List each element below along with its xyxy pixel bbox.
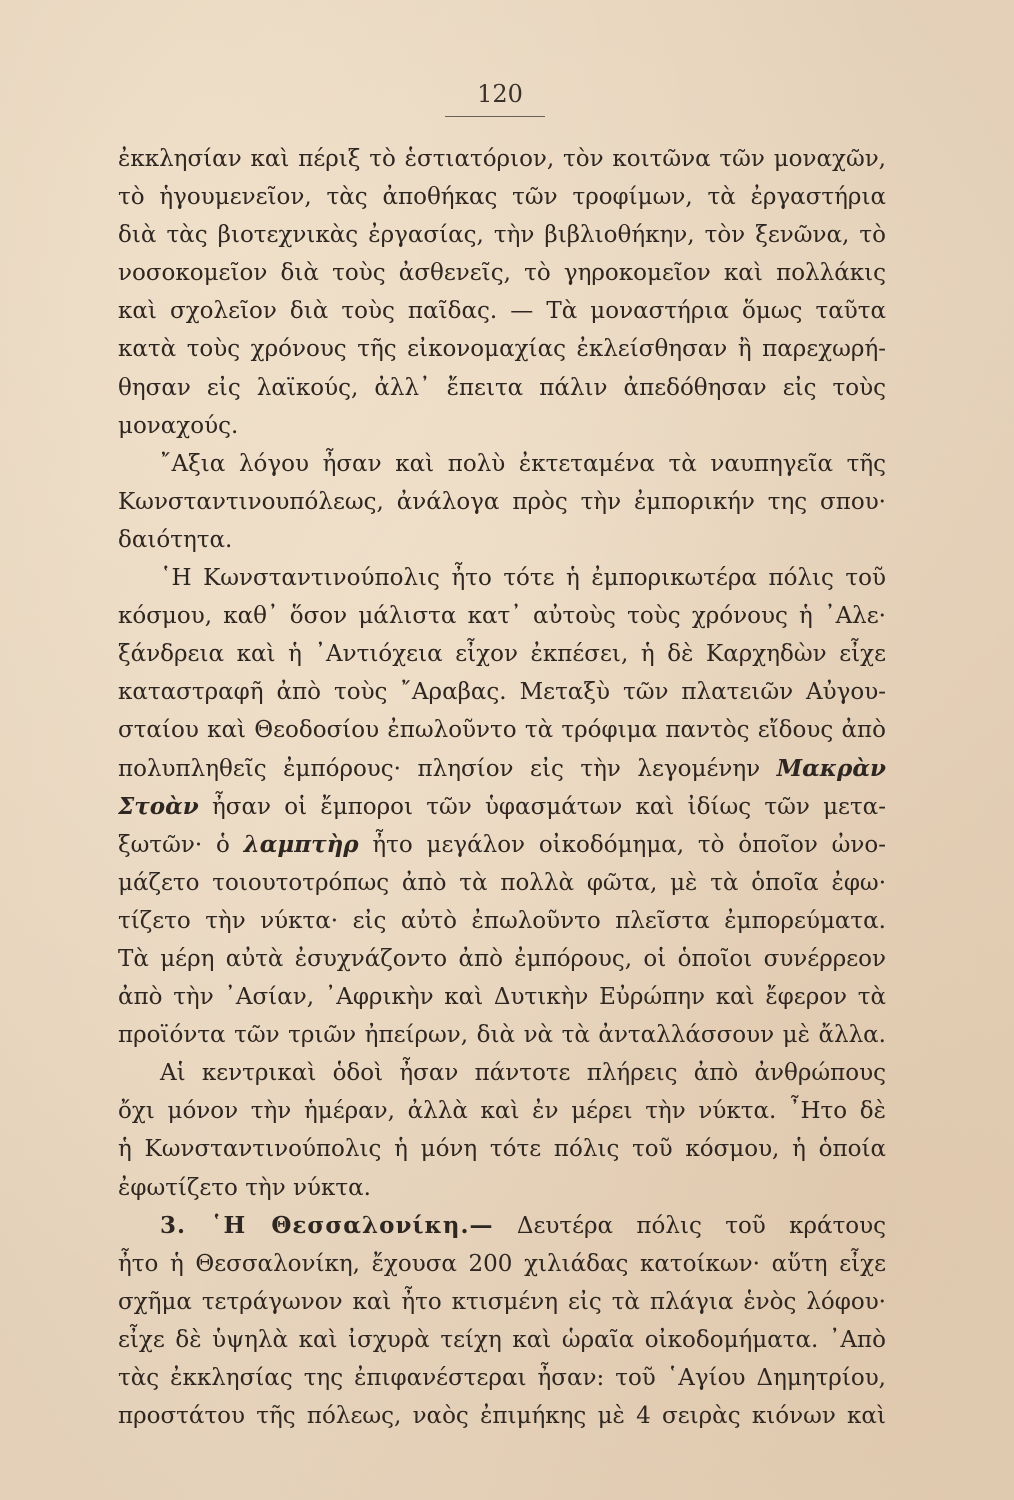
text-line: καὶ σχολεῖον διὰ τοὺς παῖδας. — Τὰ μοναστήρια ὅμως ταῦτα [118,298,886,325]
text-line: δαιότητα. [118,526,233,553]
text-line: κατὰ τοὺς χρόνους τῆς εἰκονομαχίας ἐκλείσθησαν ἢ παρεχωρή- [118,336,886,363]
section-heading-line [118,1207,886,1245]
page-number: 120 [477,80,523,108]
text-line: Τὰ μέρη αὐτὰ ἐσυχνάζοντο ἀπὸ ἐμπόρους, οἱ ὁποῖοι συνέρρεον [118,945,886,972]
text-line: διὰ τὰς βιοτεχνικὰς ἐργασίας, τὴν βιβλιοθήκην, τὸν ξενῶνα, τὸ [118,222,886,249]
body-text [118,140,886,1435]
text-line: ὄχι μόνον τὴν ἡμέραν, ἀλλὰ καὶ ἐν μέρει τὴν νύκτα. ῏Ητο δὲ [118,1098,886,1125]
text-line: μοναχούς. [118,412,239,439]
text-line: μάζετο τοιουτοτρόπως ἀπὸ τὰ πολλὰ φῶτα, μὲ τὰ ὁποῖα ἐφω· [118,869,886,896]
text-line: ῎Αξια λόγου ἦσαν καὶ πολὺ ἐκτεταμένα τὰ ναυπηγεῖα τῆς [160,450,886,477]
text-line: προϊόντα τῶν τριῶν ἠπείρων, διὰ νὰ τὰ ἀνταλλάσσουν μὲ ἄλλα. [118,1022,886,1049]
text-line: Αἱ κεντρικαὶ ὁδοὶ ἦσαν πάντοτε πλήρεις ἀπὸ ἀνθρώπους [160,1060,886,1087]
text-line: προστάτου τῆς πόλεως, ναὸς ἐπιμήκης μὲ 4 σειρὰς κιόνων καὶ [118,1403,886,1430]
emphasized-term: Μακρὰν [776,754,886,782]
text-segment: Δευτέρα πόλις τοῦ κράτους [516,1212,886,1239]
text-line-with-emphasis [118,826,886,864]
text-line: ἀπὸ τὴν ᾿Ασίαν, ᾿Αφρικὴν καὶ Δυτικὴν Εὐρώπην καὶ ἔφερον τὰ [118,984,886,1011]
text-segment: πολυπληθεῖς ἐμπόρους· πλησίον εἰς τὴν λεγομένην [118,755,761,782]
text-line: ἐφωτίζετο τὴν νύκτα. [118,1174,371,1201]
text-line: νοσοκομεῖον διὰ τοὺς ἀσθενεῖς, τὸ γηροκομεῖον καὶ πολλάκις [118,260,886,287]
text-line: τίζετο τὴν νύκτα· εἰς αὐτὸ ἐπωλοῦντο πλεῖστα ἐμπορεύματα. [118,907,886,934]
text-segment: ἦτο μεγάλον οἰκοδόμημα, τὸ ὁποῖον ὠνο- [372,831,886,858]
text-line: θησαν εἰς λαϊκούς, ἀλλ᾿ ἔπειτα πάλιν ἀπεδόθησαν εἰς τοὺς [118,374,886,401]
text-line: καταστραφῆ ἀπὸ τοὺς ῎Αραβας. Μεταξὺ τῶν πλατειῶν Αὐγου- [118,679,886,706]
emphasized-term: λαμπτὴρ [243,830,359,858]
text-segment: ξωτῶν· ὁ [118,831,230,858]
text-line: ἦτο ἡ Θεσσαλονίκη, ἔχουσα 200 χιλιάδας κατοίκων· αὕτη εἶχε [118,1250,886,1277]
text-segment: ἦσαν οἱ ἔμποροι τῶν ὑφασμάτων καὶ ἰδίως τῶν μετα- [212,793,886,820]
text-line: ἡ Κωνσταντινούπολις ἡ μόνη τότε πόλις τοῦ κόσμου, ἡ ὁποία [118,1136,886,1163]
section-heading: 3. ῾Η Θεσσαλονίκη.— [160,1211,494,1239]
text-line: Κωνσταντινουπόλεως, ἀνάλογα πρὸς τὴν ἐμπορικήν της σπου· [118,488,886,515]
text-line-with-emphasis [118,788,886,826]
page-number-rule [445,116,545,117]
text-line: σταίου καὶ Θεοδοσίου ἐπωλοῦντο τὰ τρόφιμα παντὸς εἴδους ἀπὸ [118,717,886,744]
text-line: εἶχε δὲ ὑψηλὰ καὶ ἰσχυρὰ τείχη καὶ ὡραῖα οἰκοδομήματα. ᾿Απὸ [118,1326,886,1353]
text-line: σχῆμα τετράγωνον καὶ ἦτο κτισμένη εἰς τὰ πλάγια ἑνὸς λόφου· [118,1288,886,1315]
text-line-with-emphasis [118,750,886,788]
text-line: κόσμου, καθ᾿ ὅσον μάλιστα κατ᾿ αὐτοὺς τοὺς χρόνους ἡ ᾿Αλε· [118,603,886,630]
text-line: ῾Η Κωνσταντινούπολις ἦτο τότε ἡ ἐμπορικωτέρα πόλις τοῦ [160,565,886,592]
text-line: ἐκκλησίαν καὶ πέριξ τὸ ἑστιατόριον, τὸν κοιτῶνα τῶν μοναχῶν, [118,146,886,172]
text-line: τὰς ἐκκλησίας της ἐπιφανέστεραι ἦσαν: τοῦ ῾Αγίου Δημητρίου, [118,1365,886,1391]
text-line: τὸ ἡγουμενεῖον, τὰς ἀποθήκας τῶν τροφίμων, τὰ ἐργαστήρια [118,184,886,211]
text-line: ξάνδρεια καὶ ἡ ᾿Αντιόχεια εἶχον ἐκπέσει, ἡ δὲ Καρχηδὼν εἶχε [118,641,886,668]
emphasized-term: Στοὰν [118,792,199,820]
